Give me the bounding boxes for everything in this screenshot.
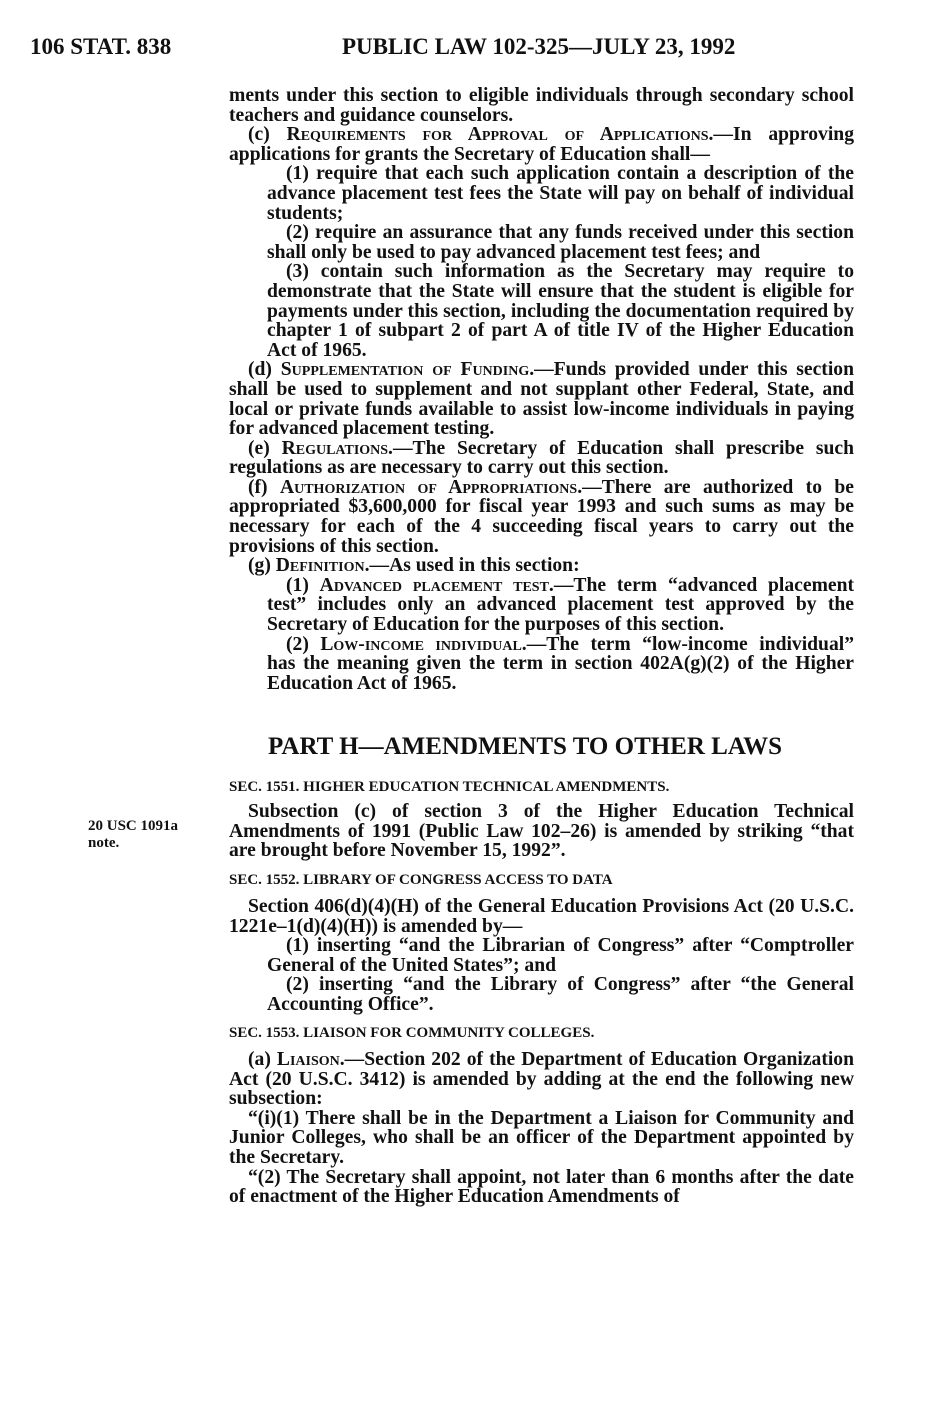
section-1553-body (229, 1050, 854, 1207)
paragraph-2 (229, 975, 854, 1014)
paragraph-label: (1) (286, 574, 320, 596)
paragraph: Subsection (c) of section 3 of the Higher Education Technical Amendments of 1991 (Public Law 102–26) is amended by striking “that are brought before November 15, 1992”. (229, 801, 854, 862)
subsection-heading: Regulations. (281, 437, 393, 459)
subsection-text: —Section 202 of the Department of Education Organization Act (20 U.S.C. 3412) is amended by adding at the end the following new subsection: (229, 1049, 854, 1110)
paragraph-text: (1) require that each such application contain a description of the advance placement test fees the State will pay on behalf of individual students; (267, 163, 854, 224)
subsection-label: (g) (248, 555, 276, 577)
subsection-text: —The Secretary of Education shall prescribe such regulations as are necessary to carry out this section. (229, 437, 854, 479)
section-heading-1551: SEC. 1551. HIGHER EDUCATION TECHNICAL AMENDMENTS. (229, 779, 670, 795)
subsection-heading: Supplementation of Funding. (280, 359, 535, 381)
paragraph-c3 (229, 262, 854, 360)
subsection-label: (e) (248, 437, 282, 459)
subsection-label: (c) (248, 124, 287, 146)
subsection-heading: Definition. (275, 555, 370, 577)
paragraph-text: (3) contain such information as the Secretary may require to demonstrate that the State will ensure that the student is eligible for payments under this section, including the documentation required by chapter 1 of subpart 2 of part A of title IV of the Higher Education Act of 1965. (267, 261, 854, 361)
page-header (30, 34, 910, 64)
paragraph-text: (2) inserting “and the Library of Congress” after “the General Accounting Office”. (267, 974, 854, 1015)
paragraph-g2 (229, 635, 854, 694)
section-heading-1552: SEC. 1552. LIBRARY OF CONGRESS ACCESS TO DATA (229, 872, 613, 888)
paragraph-text: —The term “low-income individual” has the meaning given the term in section 402A(g)(2) of the Higher Education Act of 1965. (267, 633, 854, 694)
quoted-paragraph-2: “(2) The Secretary shall appoint, not later than 6 months after the date of enactment of the Higher Education Amendments of (229, 1166, 854, 1208)
section-1552-body (229, 897, 854, 1015)
subsection-label: (a) (248, 1049, 277, 1070)
subsection-a (229, 1050, 854, 1109)
subsection-heading: Requirements for Approval of Applications. (286, 124, 714, 146)
subsection-text: —There are authorized to be appropriated $3,600,000 for fiscal year 1993 and such sums as may be necessary for each of the 4 succeeding fiscal years to carry out the provisions of this section. (229, 476, 854, 557)
subsection-text: —Funds provided under this section shall be used to supplement and not supplant other Federal, State, and local or private funds available to assist low-income individuals in paying for advanced placement testing. (229, 359, 854, 440)
subsection-heading: Authorization of Appropriations. (279, 476, 583, 498)
section-heading-1553: SEC. 1553. LIAISON FOR COMMUNITY COLLEGES. (229, 1025, 595, 1041)
paragraph-text: (1) inserting “and the Librarian of Congress” after “Comptroller General of the United States”; and (267, 935, 854, 976)
part-heading: PART H—AMENDMENTS TO OTHER LAWS (268, 733, 783, 760)
paragraph-1 (229, 936, 854, 975)
subsection-d (229, 360, 854, 438)
margin-note: 20 USC 1091a note. (88, 818, 179, 851)
paragraph: ments under this section to eligible individuals through secondary school teachers and guidance counselors. (229, 85, 854, 126)
page-reference: 106 STAT. 838 (30, 34, 172, 59)
paragraph-g1 (229, 576, 854, 635)
subsection-heading: Liaison. (276, 1049, 345, 1070)
section-continuation (229, 86, 854, 693)
paragraph-c2 (229, 223, 854, 262)
section-1551-body (229, 802, 854, 861)
paragraph-text: —The term “advanced placement test” includes only an advanced placement test approved by the Secretary of Education for the purposes of this section. (267, 574, 855, 636)
quoted-paragraph-1: “(i)(1) There shall be in the Department a Liaison for Community and Junior Colleges, who shall be an officer of the Department appointed by the Secretary. (229, 1107, 854, 1168)
subsection-e (229, 439, 854, 478)
paragraph-c1 (229, 164, 854, 223)
paragraph-heading: Advanced placement test. (319, 574, 554, 596)
subsection-c (229, 125, 854, 164)
paragraph-heading: Low-income individual. (320, 633, 527, 655)
subsection-text: —In approving applications for grants the Secretary of Education shall— (229, 124, 854, 165)
paragraph: Section 406(d)(4)(H) of the General Education Provisions Act (20 U.S.C. 1221e–1(d)(4)(H)) is amended by— (229, 896, 854, 937)
paragraph-text: (2) require an assurance that any funds received under this section shall only be used to pay advanced placement test fees; and (267, 222, 854, 263)
paragraph-label: (2) (286, 633, 321, 655)
subsection-f (229, 478, 854, 556)
subsection-text: —As used in this section: (369, 555, 580, 577)
running-title: PUBLIC LAW 102-325—JULY 23, 1992 (342, 34, 736, 59)
subsection-label: (d) (248, 359, 281, 381)
subsection-label: (f) (248, 476, 280, 498)
subsection-g (229, 556, 854, 576)
